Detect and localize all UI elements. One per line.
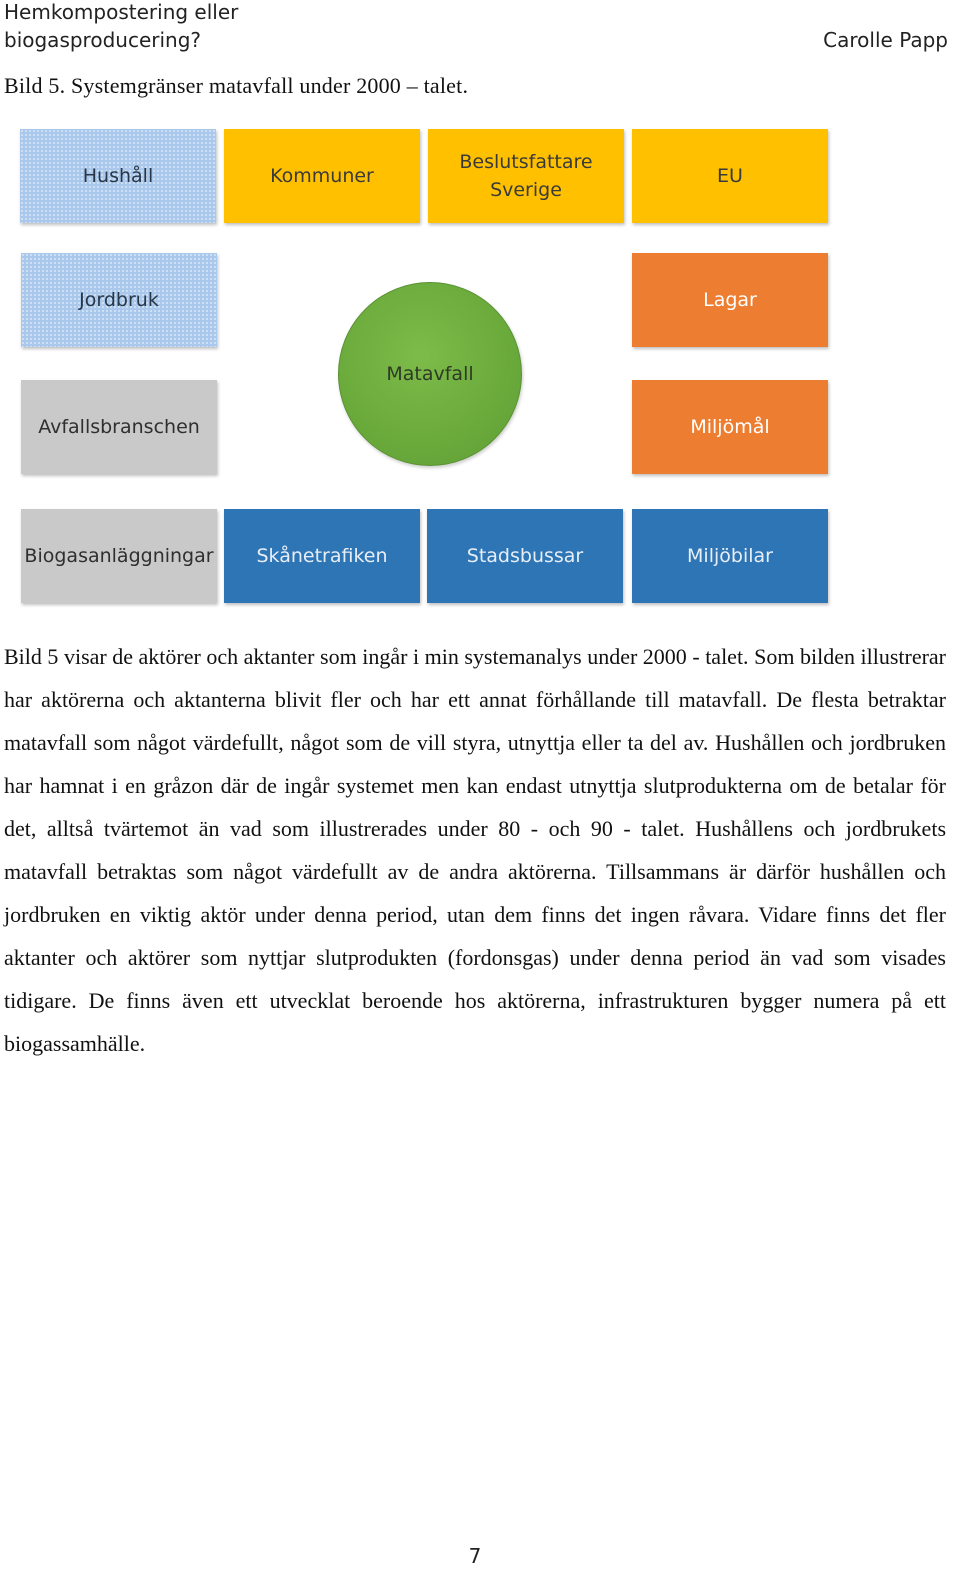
box-hushall: Hushåll [20, 129, 216, 223]
box-miljobilar: Miljöbilar [632, 509, 828, 603]
box-jordbruk: Jordbruk [21, 253, 217, 347]
box-stadsbussar: Stadsbussar [427, 509, 623, 603]
box-skanetrafiken: Skånetrafiken [224, 509, 420, 603]
box-eu: EU [632, 129, 828, 223]
header-title-line-2: biogasproducering? [4, 28, 202, 52]
box-miljomal: Miljömål [632, 380, 828, 474]
center-matavfall-circle [338, 282, 522, 466]
figure-caption: Bild 5. Systemgränser matavfall under 2000 – talet. [4, 73, 469, 98]
system-boundary-diagram [0, 120, 840, 620]
page-number: 7 [468, 1544, 482, 1568]
header-author: Carolle Papp [823, 28, 948, 52]
body-paragraph: Bild 5 visar de aktörer och aktanter som ingår i min systemanalys under 2000 - talet. Som bilden illustrerar har aktörerna och aktanterna blivit fler och har ett annat förhållande till matavfall. De flesta betraktar matavfall som något värdefullt, något som de vill styra, utnyttja eller ta del av. Hushållen och jordbruken har hamnat i en gråzon där de ingår systemet men kan endast utnyttja slutprodukterna om de betalar för det, alltså tvärtemot än vad som illustrerades under 80 - och 90 - talet. Hushållens och jordbrukets matavfall betraktas som något värdefullt av de andra aktörerna. Tillsammans är därför hushållen och jordbruken en viktig aktör under denna period, utan dem finns det ingen råvara. Vidare finns det fler aktanter och aktörer som nyttjar slutprodukten (fordonsgas) under denna period än vad som visades tidigare. De finns även ett utvecklat beroende hos aktörerna, infrastrukturen bygger numera på ett biogassamhälle. [4, 644, 946, 1056]
page-header [4, 0, 948, 56]
box-avfallsbranschen: Avfallsbranschen [21, 380, 217, 474]
box-beslutsfattare-sverige: Beslutsfattare Sverige [428, 129, 624, 223]
box-kommuner: Kommuner [224, 129, 420, 223]
center-matavfall-label: Matavfall [386, 363, 474, 385]
header-title-line-1: Hemkompostering eller [4, 0, 239, 24]
box-biogasanlaggningar: Biogasanläggningar [21, 509, 217, 603]
box-lagar: Lagar [632, 253, 828, 347]
